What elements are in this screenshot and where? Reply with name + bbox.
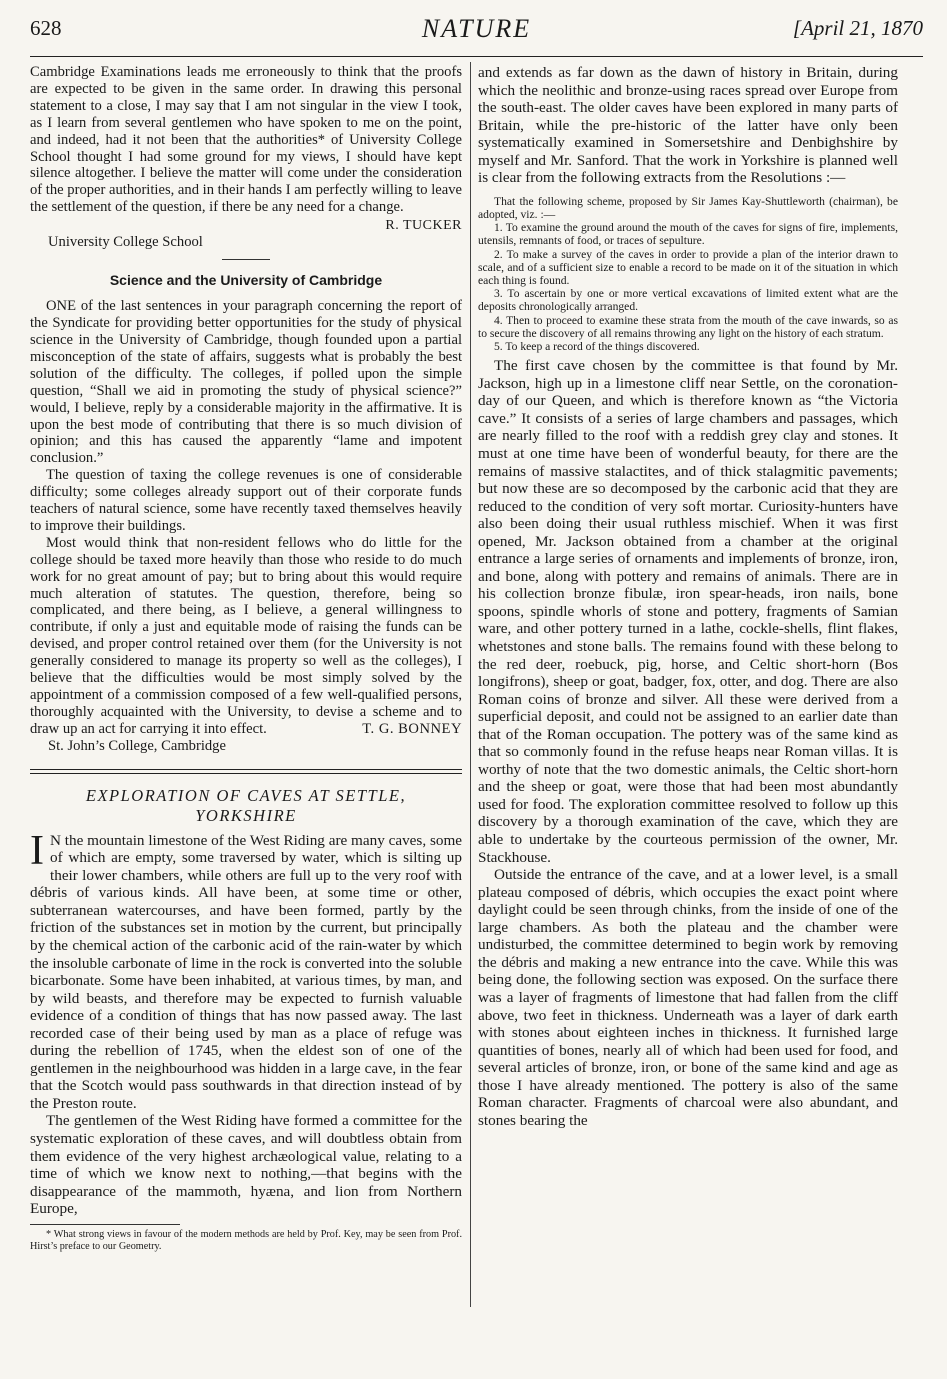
- letter-continuation: Cambridge Examinations leads me erroneously to think that the proofs are expected to be given in the same order. In drawing this personal statement to a close, I may say that I am not singular in the view I took, as I learn from several gentlemen who have spoken to me on the point, and indeed, had it not been that the authorities* of University College School thought I had some ground for my views, I should have kept silence altogether. I believe the matter will come under the consideration of the proper authorities, and in their hands I am perfectly willing to leave the settlement of the question, if there be any need for a change.: [30, 64, 462, 216]
- article-title-line-1: EXPLORATION OF CAVES AT SETTLE,: [85, 785, 407, 805]
- article-title-line-2: YORKSHIRE: [195, 805, 297, 825]
- right-column: [478, 64, 898, 1129]
- footnote: * What strong views in favour of the modern methods are held by Prof. Key, may be seen from Prof. Hirst’s preface to our Geometry.: [30, 1228, 462, 1252]
- science-paragraph-3-text: Most would think that non-resident fellows who do little for the college should be taxed more heavily than those who reside to do much work for no great amount of pay; but to bring about this would require much alteration of statutes. The question, therefore, being so complicated, and there being, as I believe, a general willingness to contribute, if only a just and equitable mode of raising the funds can be devised, and proper control retained over them (for the University is not generally considered to manage its property so well as the colleges), I believe that the difficulties would be most simply solved by the appointment of a commission composed of a few well-qualified persons, thoroughly acquainted with the University, to devise a scheme and to draw up an act for carrying it into effect.: [30, 534, 462, 737]
- page-header: [30, 14, 923, 50]
- scheme-item-5: 5. To keep a record of the things discovered.: [494, 340, 700, 354]
- column-divider: [470, 62, 471, 1307]
- science-paragraph-1-text: of the last sentences in your paragraph concerning the report of the Syndicate for providing better opportunities for the study of physical science in the University of Cambridge, though founded upon a partial misconception of the state of affairs, suggests what is probably the best solution of the difficulty. The colleges, if polled upon the simple question, “Shall we aid in promoting the study of physical science?” would, I believe, reply by a considerable majority in the affirmative. It is upon the best mode of contributing that there is so much division of opinion; and this has caused the apparently “lame and impotent conclusion.”: [30, 298, 462, 467]
- cave-paragraph-1-text: N the mountain limestone of the West Riding are many caves, some of which are empty, some traversed by water, which is silting up their lower chambers, while others are full up to the very roof with débris of various kinds. All have been, at some time or other, subterranean watercourses, and have been formed, partly by the friction of the substances set in motion by the current, but principally by the chemical action of the carbonic acid of the rain-water by which the insoluble carbonate of lime in the rock is converted into the soluble bicarbonate. Some have been inhabited, at various times, by man, and by wild beasts, and therefore may be expected to furnish valuable evidence of a condition of things that has now passed away. The last recorded case of their being used by man as a place of refuge was during the rebellion of 1745, when the eldest son of one of the gentlemen in the neighbourhood was hidden in a large cave, in the fear that the Scotch would pass southwards in that direction instead of by the Preston route.: [30, 831, 462, 1112]
- section-heading: Science and the University of Cambridge: [109, 272, 383, 289]
- journal-title: NATURE: [421, 14, 532, 43]
- scheme-item-2: 2. To make a survey of the caves in order to provide a plan of the interior drawn to scale, and of a sufficient size to enable a record to be made on it of the situation in which each thing is found.: [478, 247, 898, 288]
- cave-paragraph-1: [30, 827, 462, 1113]
- right-paragraph-2: The first cave chosen by the committee is that found by Mr. Jackson, high up in a limestone cliff near Settle, on the coronation-day of our Queen, and which is therefore known as “the Victoria cave.” It consists of a series of large chambers and passages, which are nearly filled to the roof with a reddish grey clay and stones. It must at one time have been of wonderful beauty, for there are the remains of massive stalactites, and of thick stalagmitic pavements; but now these are so decomposed by the carbonic acid that they are reduced to the condition of very soft mortar. Curiosity-hunters have also been doing their usual ruthless mischief. When it was first opened, Mr. Jackson obtained from a chamber at the original entrance a large series of ornaments and implements of bronze, iron, and bone, along with pottery and remains of animals. There are in his collection bronze fibulæ, iron spear-heads, iron nails, bone spoons, spindle whorls of stone and pottery, fragments of Samian ware, and other pottery turned in a lathe, cockle-shells, flint flakes, whetstones and stone balls. The remains found with these belong to the red deer, roebuck, pig, horse, and Celtic short-horn (Bos longifrons), sheep or goat, badger, fox, otter, and dog. There are also Roman coins of bronze and silver. All these were derived from a superficial deposit, and could not be assigned to an earlier date than that of the Roman occupation. The pottery was of the same kind as that so commonly found in the refuse heaps near Roman villas. It is worthy of note that the two domestic animals, the Celtic short-horn and the sheep or goat, were those that had been most abundantly used for food. The exploration committee resolved to follow up this discovery by a thorough examination of the cave, which they are able to undertake by the courteous permission of the owner, Mr. Stackhouse.: [478, 357, 898, 866]
- science-paragraph-1: [30, 298, 462, 467]
- science-paragraph-3: [30, 535, 462, 738]
- signature-tucker: R. TUCKER: [385, 218, 462, 234]
- affiliation-ucs: University College School: [48, 234, 203, 251]
- affiliation-st-johns: St. John’s College, Cambridge: [48, 737, 226, 754]
- article-title: [30, 786, 462, 826]
- section-rule: [222, 259, 270, 260]
- science-paragraph-2: The question of taxing the college revenues is one of considerable difficulty; some colleges already support out of their corporate funds teachers of natural science, some have recently taxed themselves heavily to improve their buildings.: [30, 467, 462, 534]
- page-number: 628: [30, 16, 62, 40]
- science-first-word: ONE: [46, 298, 76, 315]
- right-paragraph-1: and extends as far down as the dawn of history in Britain, during which the neolithic and bronze-using races spread over Europe from the south-east. The older caves have been explored in many parts of Britain, while the pre-historic of the latter have only been systematically examined in Somersetshire and Denbighshire by myself and Mr. Sanford. That the work in Yorkshire is planned well is clear from the following extracts from the Resolutions :—: [478, 64, 898, 187]
- footnote-rule: [30, 1224, 180, 1225]
- drop-cap: I: [30, 827, 44, 874]
- scheme-item-3: 3. To ascertain by one or more vertical excavations of limited extent what are the deposits chronologically arranged.: [478, 287, 898, 314]
- scheme-intro: That the following scheme, proposed by Sir James Kay-Shuttleworth (chairman), be adopted, viz. :—: [478, 194, 898, 222]
- left-column: [30, 64, 462, 1253]
- article-separator: [30, 769, 462, 774]
- scheme-item-1: 1. To examine the ground around the mouth of the caves for signs of fire, implements, utensils, remnants of food, or traces of sepulture.: [478, 221, 898, 248]
- cave-paragraph-2: The gentlemen of the West Riding have formed a committee for the systematic exploration of these caves, and will doubtless obtain from them evidence of the very highest archæological value, relating to a time of which we know next to nothing,—that begins with the disappearance of the mammoth, hyæna, and lion from Northern Europe,: [30, 1112, 462, 1218]
- header-rule: [30, 56, 923, 57]
- signature-bonney: T. G. BONNEY: [362, 720, 462, 737]
- right-paragraph-3: Outside the entrance of the cave, and at a lower level, is a small plateau composed of débris, which occupies the exact point where daylight could be seen through chinks, from the inside of one of the large chambers. As both the plateau and the chamber were undisturbed, the committee determined to begin work by removing the débris and making a new entrance into the cave. While this was being done, the following section was exposed. On the surface there was a layer of fragments of limestone that had fallen from the cliff above, two feet in thickness. Underneath was a layer of dark earth with stones about eighteen inches in thickness. It furnished large quantities of bones, nearly all of which had been used for food, and several articles of bronze, iron, or bone of the same kind and age as those I have already mentioned. The pottery is also of the same Roman character. Fragments of charcoal were also abundant, and stones bearing the: [478, 866, 898, 1129]
- issue-date: [April 21, 1870: [792, 16, 923, 40]
- scheme-item-4: 4. Then to proceed to examine these strata from the mouth of the cave inwards, so as to secure the discovery of all remains throwing any light on the history of each stratum.: [478, 313, 898, 340]
